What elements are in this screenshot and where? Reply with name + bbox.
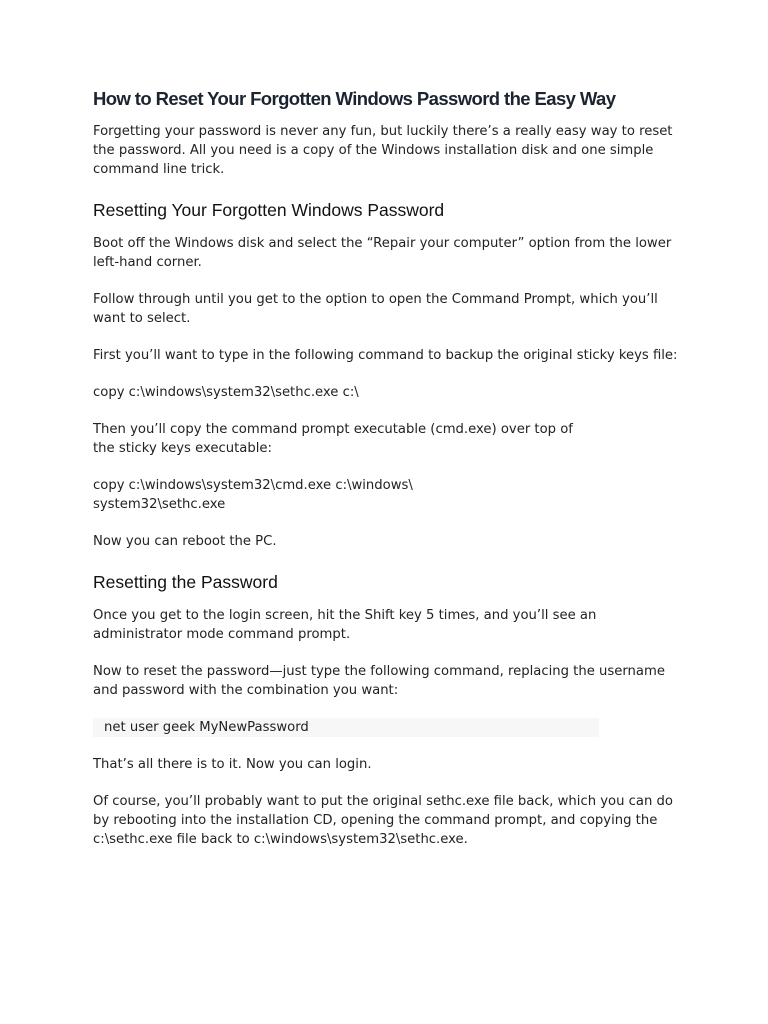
command-copy-cmd (93, 476, 678, 514)
paragraph-thats-all: That’s all there is to it. Now you can login. (93, 757, 372, 772)
paragraph-login-screen: Once you get to the login screen, hit the Shift key 5 times, and you’ll see an administrator mode command prompt. (93, 608, 597, 642)
paragraph-restore-sethc: Of course, you’ll probably want to put the original sethc.exe file back, which you can do by rebooting into the installation CD, opening the command prompt, and copying the c:\sethc.exe file back to c:\windows\system32\sethc.exe. (93, 794, 673, 847)
command-copy-cmd-line2: system32\sethc.exe (93, 497, 226, 512)
paragraph-backup-sticky-keys: First you’ll want to type in the following command to backup the original sticky keys file: (93, 348, 678, 363)
command-net-user: net user geek MyNewPassword (93, 718, 599, 737)
command-copy-cmd-line1: copy c:\windows\system32\cmd.exe c:\windows\ (93, 478, 413, 493)
command-backup-sethc: copy c:\windows\system32\sethc.exe c:\ (93, 385, 359, 400)
intro-paragraph: Forgetting your password is never any fun, but luckily there’s a really easy way to reset the password. All you need is a copy of the Windows installation disk and one simple command line trick. (93, 124, 673, 177)
article-title: How to Reset Your Forgotten Windows Password the Easy Way (93, 88, 616, 109)
paragraph-boot-disk: Boot off the Windows disk and select the “Repair your computer” option from the lower left-hand corner. (93, 236, 672, 270)
paragraph-copy-cmd-line1: Then you’ll copy the command prompt executable (cmd.exe) over top of (93, 422, 573, 437)
paragraph-reset-instructions: Now to reset the password—just type the following command, replacing the username and password with the combination you want: (93, 664, 665, 698)
paragraph-copy-cmd-line2: the sticky keys executable: (93, 441, 272, 456)
paragraph-reboot: Now you can reboot the PC. (93, 534, 277, 549)
article (93, 88, 678, 867)
paragraph-copy-cmd (93, 420, 678, 458)
section-heading-resetting-forgotten-password: Resetting Your Forgotten Windows Password (93, 200, 445, 220)
paragraph-command-prompt: Follow through until you get to the option to open the Command Prompt, which you’ll want to select. (93, 292, 658, 326)
section-heading-resetting-password: Resetting the Password (93, 572, 278, 592)
